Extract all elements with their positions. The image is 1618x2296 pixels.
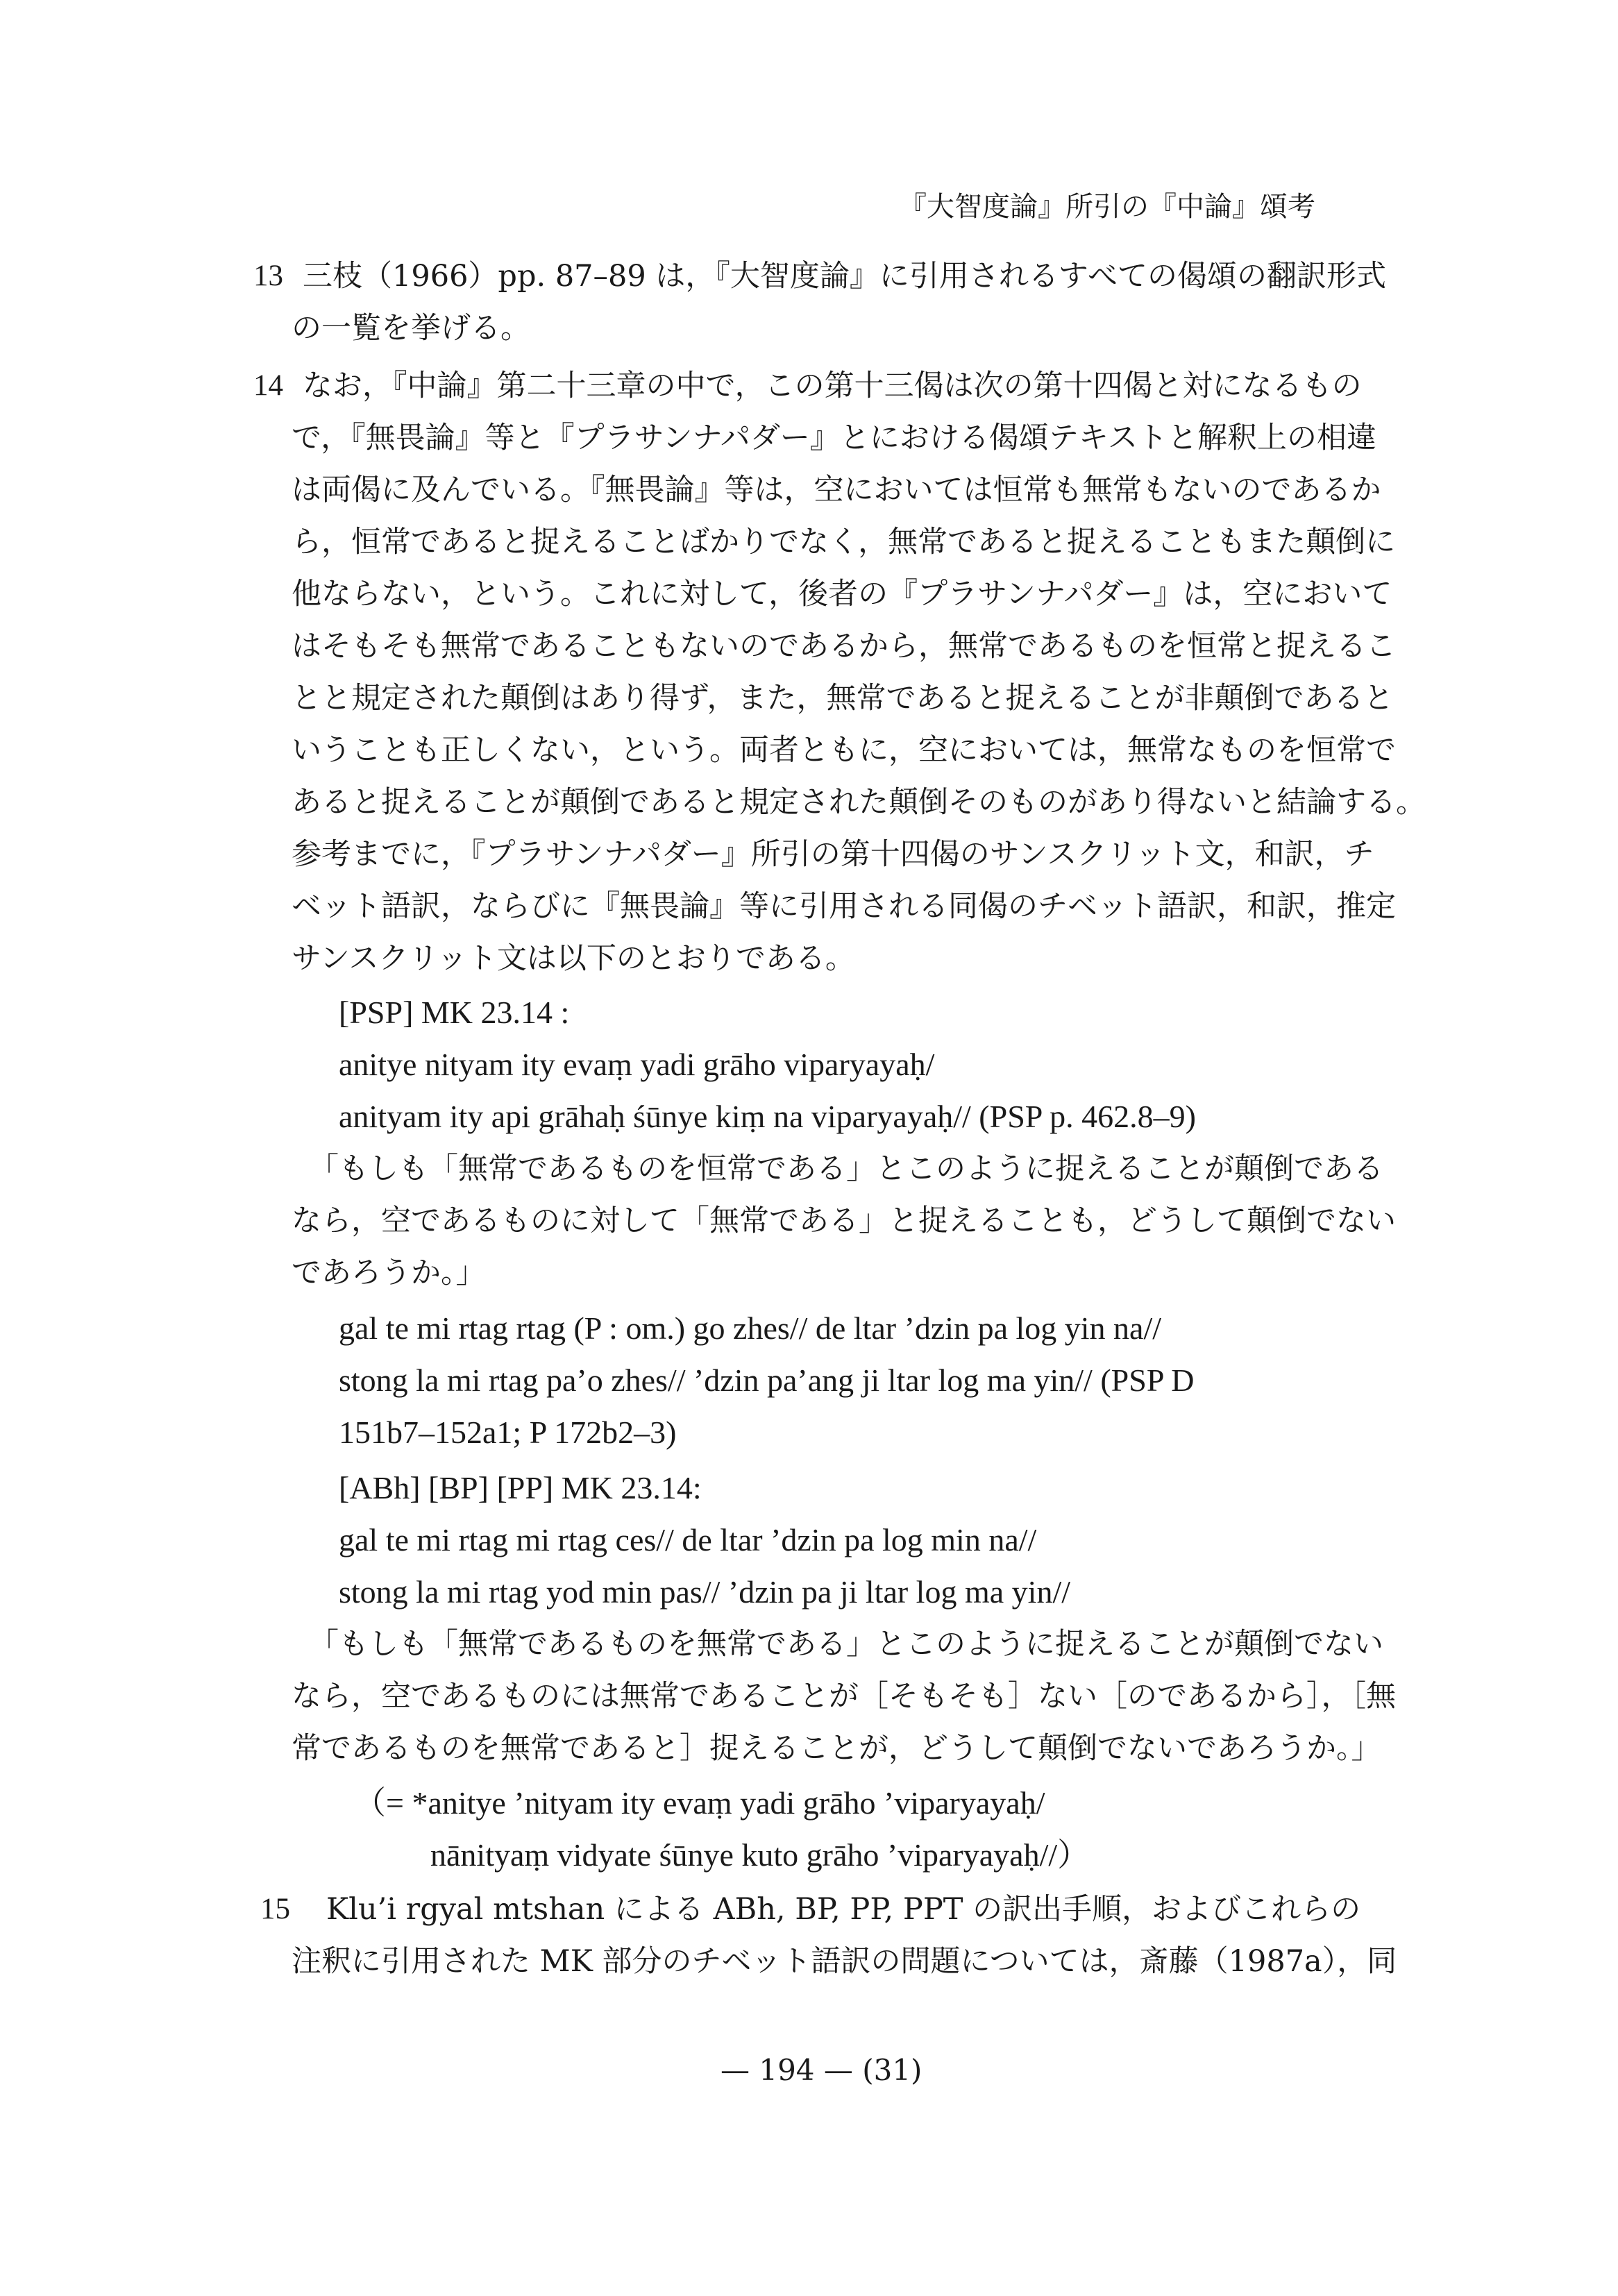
psp-sanskrit-line: anitye nityam ity evaṃ yadi grāho viparyayaḥ/ (339, 1047, 935, 1082)
note-14-line: サンスクリット文は以下のとおりである。 (292, 941, 855, 976)
note-14-line: 参考までに，『プラサンナパダー』所引の第十四偈のサンスクリット文，和訳，チ (292, 837, 1374, 872)
abh-translation-line: 常であるものを無常であると］捉えることが，どうして顛倒でないであろうか。」 (292, 1731, 1381, 1766)
note-14-line: は両偈に及んでいる。『無畏論』等は，空においては恒常も無常もないのであるか (292, 473, 1381, 507)
psp-tibetan-line: gal te mi rtag rtag (P : om.) go zhes// de ltar ’dzin pa log yin na// (339, 1310, 1162, 1346)
running-title: 『大智度論』所引の『中論』頌考 (899, 191, 1315, 223)
note-14-line: ベット語訳，ならびに『無畏論』等に引用される同偈のチベット語訳，和訳，推定 (292, 889, 1396, 924)
note-15-line: Klu’i rgyal mtshan による ABh, BP, PP, PPT の訳出手順，およびこれらの (326, 1892, 1361, 1927)
psp-sanskrit-line: anityam ity api grāhaḥ śūnye kiṃ na viparyayaḥ// (PSP p. 462.8–9) (339, 1099, 1196, 1134)
reconstructed-sanskrit-line: nānityaṃ vidyate śūnye kuto grāho ’viparyayaḥ//） (430, 1837, 1090, 1873)
note-14-line: 他ならない，という。これに対して，後者の『プラサンナパダー』は，空において (292, 577, 1392, 611)
note-13-number: 13 (253, 260, 283, 292)
abh-translation-line: なら，空であるものには無常であることが［そもそも］ない［のであるから］，［無 (292, 1679, 1396, 1714)
note-14-line: いうことも正しくない，という。両者ともに，空においては，無常なものを恒常で (292, 733, 1396, 768)
note-14-line: で，『無畏論』等と『プラサンナパダー』とにおける偈頌テキストと解釈上の相違 (292, 421, 1377, 455)
abh-tibetan-line: gal te mi rtag mi rtag ces// de ltar ’dzin pa log min na// (339, 1522, 1037, 1558)
abh-tibetan-line: stong la mi rtag yod min pas// ’dzin pa ji ltar log ma yin// (339, 1574, 1071, 1610)
note-14-line: はそもそも無常であることもないのであるから，無常であるものを恒常と捉えるこ (292, 629, 1396, 664)
abh-translation-line: 「もしも「無常であるものを無常である」とこのように捉えることが顛倒でない (309, 1627, 1383, 1662)
note-14-number: 14 (253, 369, 283, 402)
note-14-line: とと規定された顛倒はあり得ず，また，無常であると捉えることが非顛倒であると (292, 681, 1394, 716)
psp-translation-line: なら，空であるものに対して「無常である」と捉えることも，どうして顛倒でない (292, 1204, 1396, 1238)
note-15-line: 注釈に引用された MK 部分のチベット語訳の問題については，斎藤（1987a），同 (292, 1944, 1397, 1979)
note-14-line: ら，恒常であると捉えることばかりでなく，無常であると捉えることもまた顛倒に (292, 525, 1396, 559)
note-13-line: 三枝（1966）pp. 87–89 は，『大智度論』に引用されるすべての偈頌の翻訳形式 (303, 259, 1387, 294)
note-14-line: あると捉えることが顛倒であると規定された顛倒そのものがあり得ないと結論する。 (292, 785, 1426, 820)
note-13-line: の一覧を挙げる。 (292, 311, 530, 346)
reconstructed-sanskrit-line: （= *anitye ’nityam ity evaṃ yadi grāho ’viparyayaḥ/ (354, 1785, 1045, 1821)
psp-label: [PSP] MK 23.14 : (339, 995, 570, 1030)
note-14-line: なお，『中論』第二十三章の中で，この第十三偈は次の第十四偈と対になるもの (303, 369, 1362, 403)
psp-translation-line: であろうか。」 (292, 1256, 486, 1290)
abh-label: [ABh] [BP] [PP] MK 23.14: (339, 1470, 702, 1505)
psp-translation-line: 「もしも「無常であるものを恒常である」とこのように捉えることが顛倒である (309, 1151, 1383, 1186)
page-folio: — 194 — (31) (720, 2053, 922, 2087)
psp-tibetan-line: stong la mi rtag pa’o zhes// ’dzin pa’ang ji ltar log ma yin// (PSP D (339, 1362, 1195, 1398)
note-15-number: 15 (260, 1893, 290, 1925)
psp-tibetan-line: 151b7–152a1; P 172b2–3) (339, 1415, 677, 1450)
